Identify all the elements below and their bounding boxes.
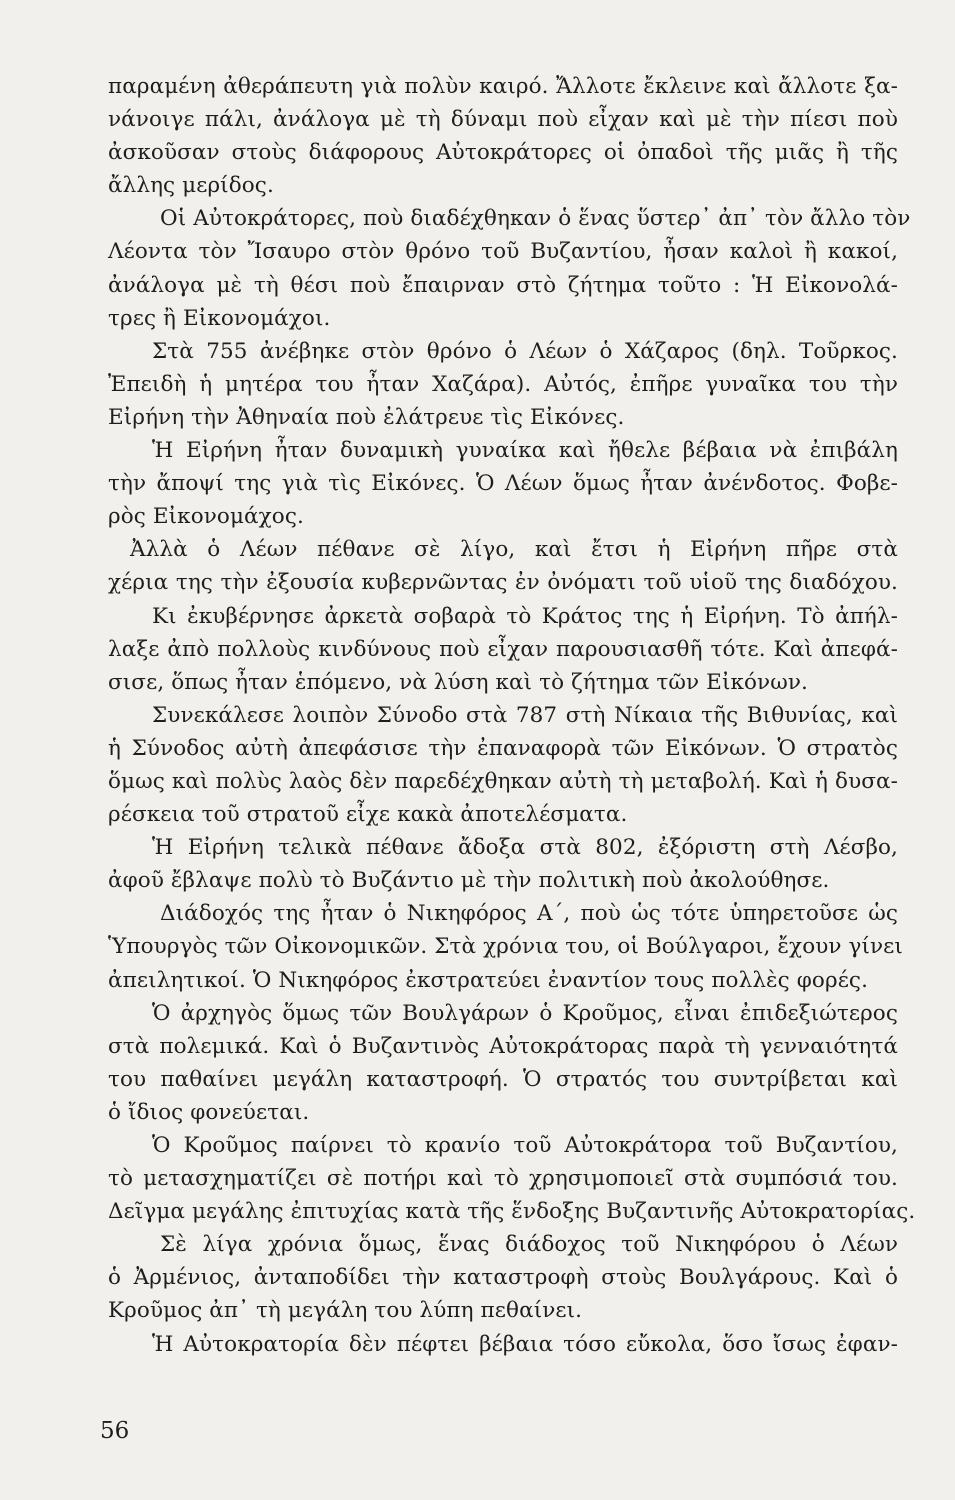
- text-line: Ἡ Εἰρήνη ἦταν δυναμικὴ γυναίκα καὶ ἤθελε βέβαια νὰ ἐπιβάλη: [152, 438, 898, 464]
- text-line: Κροῦμος ἀπ᾽ τὴ μεγάλη του λύπη πεθαίνει.: [108, 1298, 583, 1324]
- text-line: τὸ μετασχηματίζει σὲ ποτήρι καὶ τὸ χρησιμοποιεῖ στὰ συμπόσιά του.: [108, 1166, 898, 1192]
- text-line: Εἰρήνη τὴν Ἀθηναία ποὺ ἐλάτρευε τὶς Εἰκόνες.: [108, 404, 625, 430]
- text-line: ὁ ἴδιος φονεύεται.: [108, 1099, 310, 1125]
- text-line: Ὑπουργὸς τῶν Οἰκονομικῶν. Στὰ χρόνια του, οἱ Βούλγαροι, ἔχουν γίνει: [108, 934, 903, 960]
- text-line: Ἡ Αὐτοκρατορία δὲν πέφτει βέβαια τόσο εὔκολα, ὅσο ἴσως ἐφαν-: [152, 1331, 898, 1357]
- text-line: τὴν ἄποψί της γιὰ τὶς Εἰκόνες. Ὁ Λέων ὅμως ἦταν ἀνένδοτος. Φοβε-: [108, 471, 898, 497]
- text-line: ἀνάλογα μὲ τὴ θέσι ποὺ ἔπαιρναν στὸ ζήτημα τοῦτο : Ἡ Εἰκονολά-: [108, 272, 898, 298]
- text-line: λαξε ἀπὸ πολλοὺς κινδύνους ποὺ εἶχαν παρουσιασθῆ τότε. Καὶ ἀπεφά-: [108, 636, 898, 662]
- text-line: τρες ἢ Εἰκονομάχοι.: [108, 305, 331, 331]
- page-number: 56: [100, 1418, 130, 1444]
- text-line: Σὲ λίγα χρόνια ὅμως, ἕνας διάδοχος τοῦ Νικηφόρου ὁ Λέων: [160, 1232, 898, 1258]
- text-line: ἀσκοῦσαν στοὺς διάφορους Αὐτοκράτορες οἱ ὀπαδοὶ τῆς μιᾶς ἢ τῆς: [108, 140, 898, 166]
- text-line: Ἡ Εἰρήνη τελικὰ πέθανε ἄδοξα στὰ 802, ἐξόριστη στὴ Λέσβο,: [152, 835, 898, 861]
- text-line: Κι ἐκυβέρνησε ἀρκετὰ σοβαρὰ τὸ Κράτος της ἡ Εἰρήνη. Τὸ ἀπήλ-: [152, 603, 898, 629]
- text-line: Συνεκάλεσε λοιπὸν Σύνοδο στὰ 787 στὴ Νίκαια τῆς Βιθυνίας, καὶ: [152, 702, 898, 728]
- text-line: ρὸς Εἰκονομάχος.: [108, 504, 304, 530]
- text-line: Δεῖγμα μεγάλης ἐπιτυχίας κατὰ τῆς ἕνδοξης Βυζαντινῆς Αὐτοκρατορίας.: [108, 1199, 916, 1225]
- text-line: Ἐπειδὴ ἡ μητέρα του ἦταν Χαζάρα). Αὐτός, ἐπῆρε γυναῖκα του τὴν: [108, 371, 898, 397]
- text-line: Στὰ 755 ἀνέβηκε στὸν θρόνο ὁ Λέων ὁ Χάζαρος (δηλ. Τοῦρκος.: [152, 338, 898, 364]
- text-line: ὁ Ἀρμένιος, ἀνταποδίδει τὴν καταστροφὴ στοὺς Βουλγάρους. Καὶ ὁ: [108, 1265, 898, 1291]
- text-line: χέρια της τὴν ἐξουσία κυβερνῶντας ἐν ὀνόματι τοῦ υἱοῦ της διαδόχου.: [108, 570, 898, 596]
- text-line: Ἀλλὰ ὁ Λέων πέθανε σὲ λίγο, καὶ ἔτσι ἡ Εἰρήνη πῆρε στὰ: [130, 537, 898, 563]
- text-line: σισε, ὅπως ἦταν ἑπόμενο, νὰ λύση καὶ τὸ ζήτημα τῶν Εἰκόνων.: [108, 669, 808, 695]
- text-line: ἡ Σύνοδος αὐτὴ ἀπεφάσισε τὴν ἐπαναφορὰ τῶν Εἰκόνων. Ὁ στρατὸς: [108, 735, 898, 761]
- text-line: ρέσκεια τοῦ στρατοῦ εἶχε κακὰ ἀποτελέσματα.: [108, 802, 628, 828]
- text-line: Οἱ Αὐτοκράτορες, ποὺ διαδέχθηκαν ὁ ἕνας ὕστερ᾽ ἀπ᾽ τὸν ἄλλο τὸν: [160, 206, 911, 232]
- body-text: [108, 70, 916, 1361]
- text-line: ἄλλης μερίδος.: [108, 173, 274, 199]
- text-line: παραμένη ἀθεράπευτη γιὰ πολὺν καιρό. Ἄλλοτε ἔκλεινε καὶ ἄλλοτε ξα-: [108, 74, 898, 99]
- text-line: νάνοιγε πάλι, ἀνάλογα μὲ τὴ δύναμι ποὺ εἶχαν καὶ μὲ τὴν πίεσι ποὺ: [108, 107, 898, 133]
- text-line: ὅμως καὶ πολὺς λαὸς δὲν παρεδέχθηκαν αὐτὴ τὴ μεταβολή. Καὶ ἡ δυσα-: [108, 768, 898, 794]
- text-line: Διάδοχός της ἦταν ὁ Νικηφόρος Α΄, ποὺ ὡς τότε ὑπηρετοῦσε ὡς: [160, 901, 898, 927]
- text-line: ἀπειλητικοί. Ὁ Νικηφόρος ἐκστρατεύει ἐναντίον τους πολλὲς φορές.: [108, 967, 869, 993]
- text-line: Ὁ ἀρχηγὸς ὅμως τῶν Βουλγάρων ὁ Κροῦμος, εἶναι ἐπιδεξιώτερος: [152, 1000, 898, 1026]
- text-line: του παθαίνει μεγάλη καταστροφή. Ὁ στρατός του συντρίβεται καὶ: [108, 1066, 898, 1092]
- text-line: Λέοντα τὸν Ἴσαυρο στὸν θρόνο τοῦ Βυζαντίου, ἦσαν καλοὶ ἢ κακοί,: [108, 239, 898, 265]
- text-line: ἀφοῦ ἔβλαψε πολὺ τὸ Βυζάντιο μὲ τὴν πολιτικὴ ποὺ ἀκολούθησε.: [108, 868, 830, 894]
- text-line: Ὁ Κροῦμος παίρνει τὸ κρανίο τοῦ Αὐτοκράτορα τοῦ Βυζαντίου,: [152, 1133, 898, 1158]
- text-line: στὰ πολεμικά. Καὶ ὁ Βυζαντινὸς Αὐτοκράτορας παρὰ τὴ γενναιότητά: [108, 1033, 898, 1059]
